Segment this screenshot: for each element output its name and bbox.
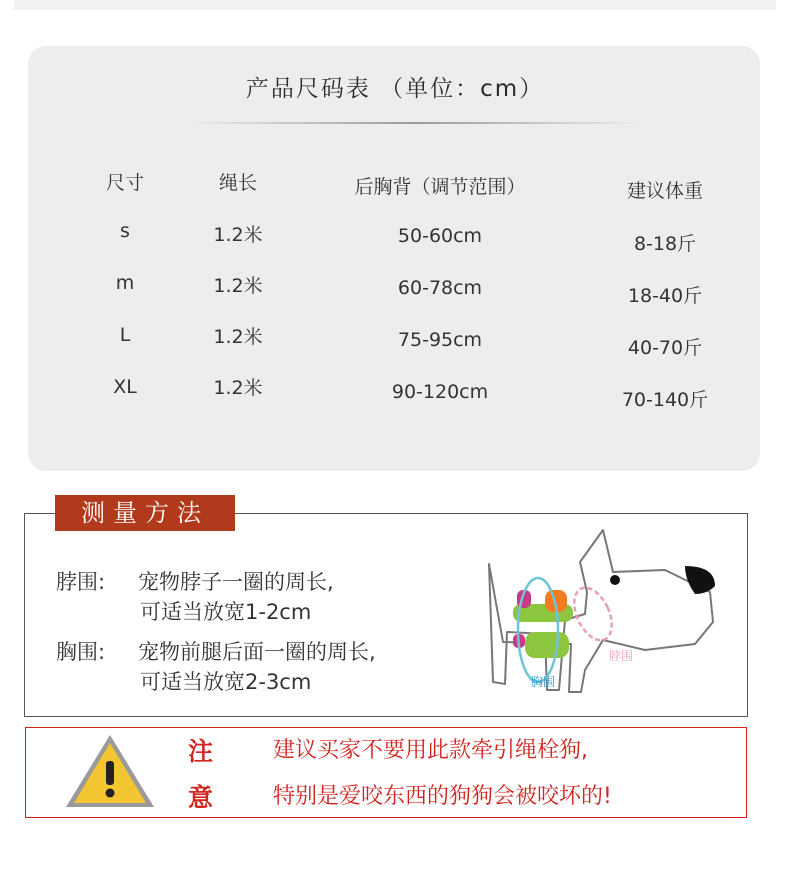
notice-char-1: 注	[188, 737, 214, 766]
chest-label: 胸围:	[56, 640, 106, 664]
neck-allowance: 可适当放宽1-2cm	[140, 600, 312, 624]
warning-icon	[62, 731, 158, 811]
dog-illustration	[485, 522, 725, 702]
table-cell-chest: 50-60cm	[397, 225, 483, 247]
diagram-neck-label: 脖围	[609, 649, 634, 663]
neck-label: 脖围:	[56, 570, 106, 594]
notice-char-2: 意	[188, 783, 214, 812]
table-cell-chest: 60-78cm	[397, 277, 483, 299]
table-cell-rope: 1.2米	[213, 275, 263, 297]
chest-allowance: 可适当放宽2-3cm	[140, 670, 312, 694]
header-weight: 建议体重	[626, 180, 703, 202]
table-cell-rope: 1.2米	[213, 377, 263, 399]
chest-description: 宠物前腿后面一圈的周长,	[138, 640, 376, 664]
table-cell-size: m	[115, 272, 135, 294]
table-cell-weight: 70-140斤	[621, 389, 709, 411]
table-cell-rope: 1.2米	[213, 224, 263, 246]
top-divider-bar	[14, 0, 776, 10]
notice-line-1: 建议买家不要用此款牵引绳栓狗,	[273, 738, 588, 763]
table-cell-size: XL	[113, 376, 137, 398]
title-underline	[190, 122, 640, 124]
table-cell-weight: 8-18斤	[633, 233, 697, 255]
table-cell-weight: 40-70斤	[627, 337, 703, 359]
diagram-chest-label: 胸围	[531, 675, 556, 689]
table-cell-weight: 18-40斤	[627, 285, 703, 307]
table-cell-size: L	[119, 324, 131, 346]
header-chest-range: 后胸背（调节范围）	[354, 176, 526, 198]
header-rope-length: 绳长	[218, 172, 257, 194]
size-chart-title: 产品尺码表 （单位：cm）	[245, 76, 545, 102]
table-cell-rope: 1.2米	[213, 326, 263, 348]
table-cell-chest: 90-120cm	[391, 381, 489, 403]
header-size: 尺寸	[105, 172, 144, 194]
notice-line-2: 特别是爱咬东西的狗狗会被咬坏的!	[273, 784, 612, 809]
table-cell-size: s	[120, 220, 130, 242]
table-cell-chest: 75-95cm	[397, 329, 483, 351]
neck-description: 宠物脖子一圈的周长,	[138, 570, 334, 594]
measurement-tag: 测量方法	[55, 495, 235, 531]
